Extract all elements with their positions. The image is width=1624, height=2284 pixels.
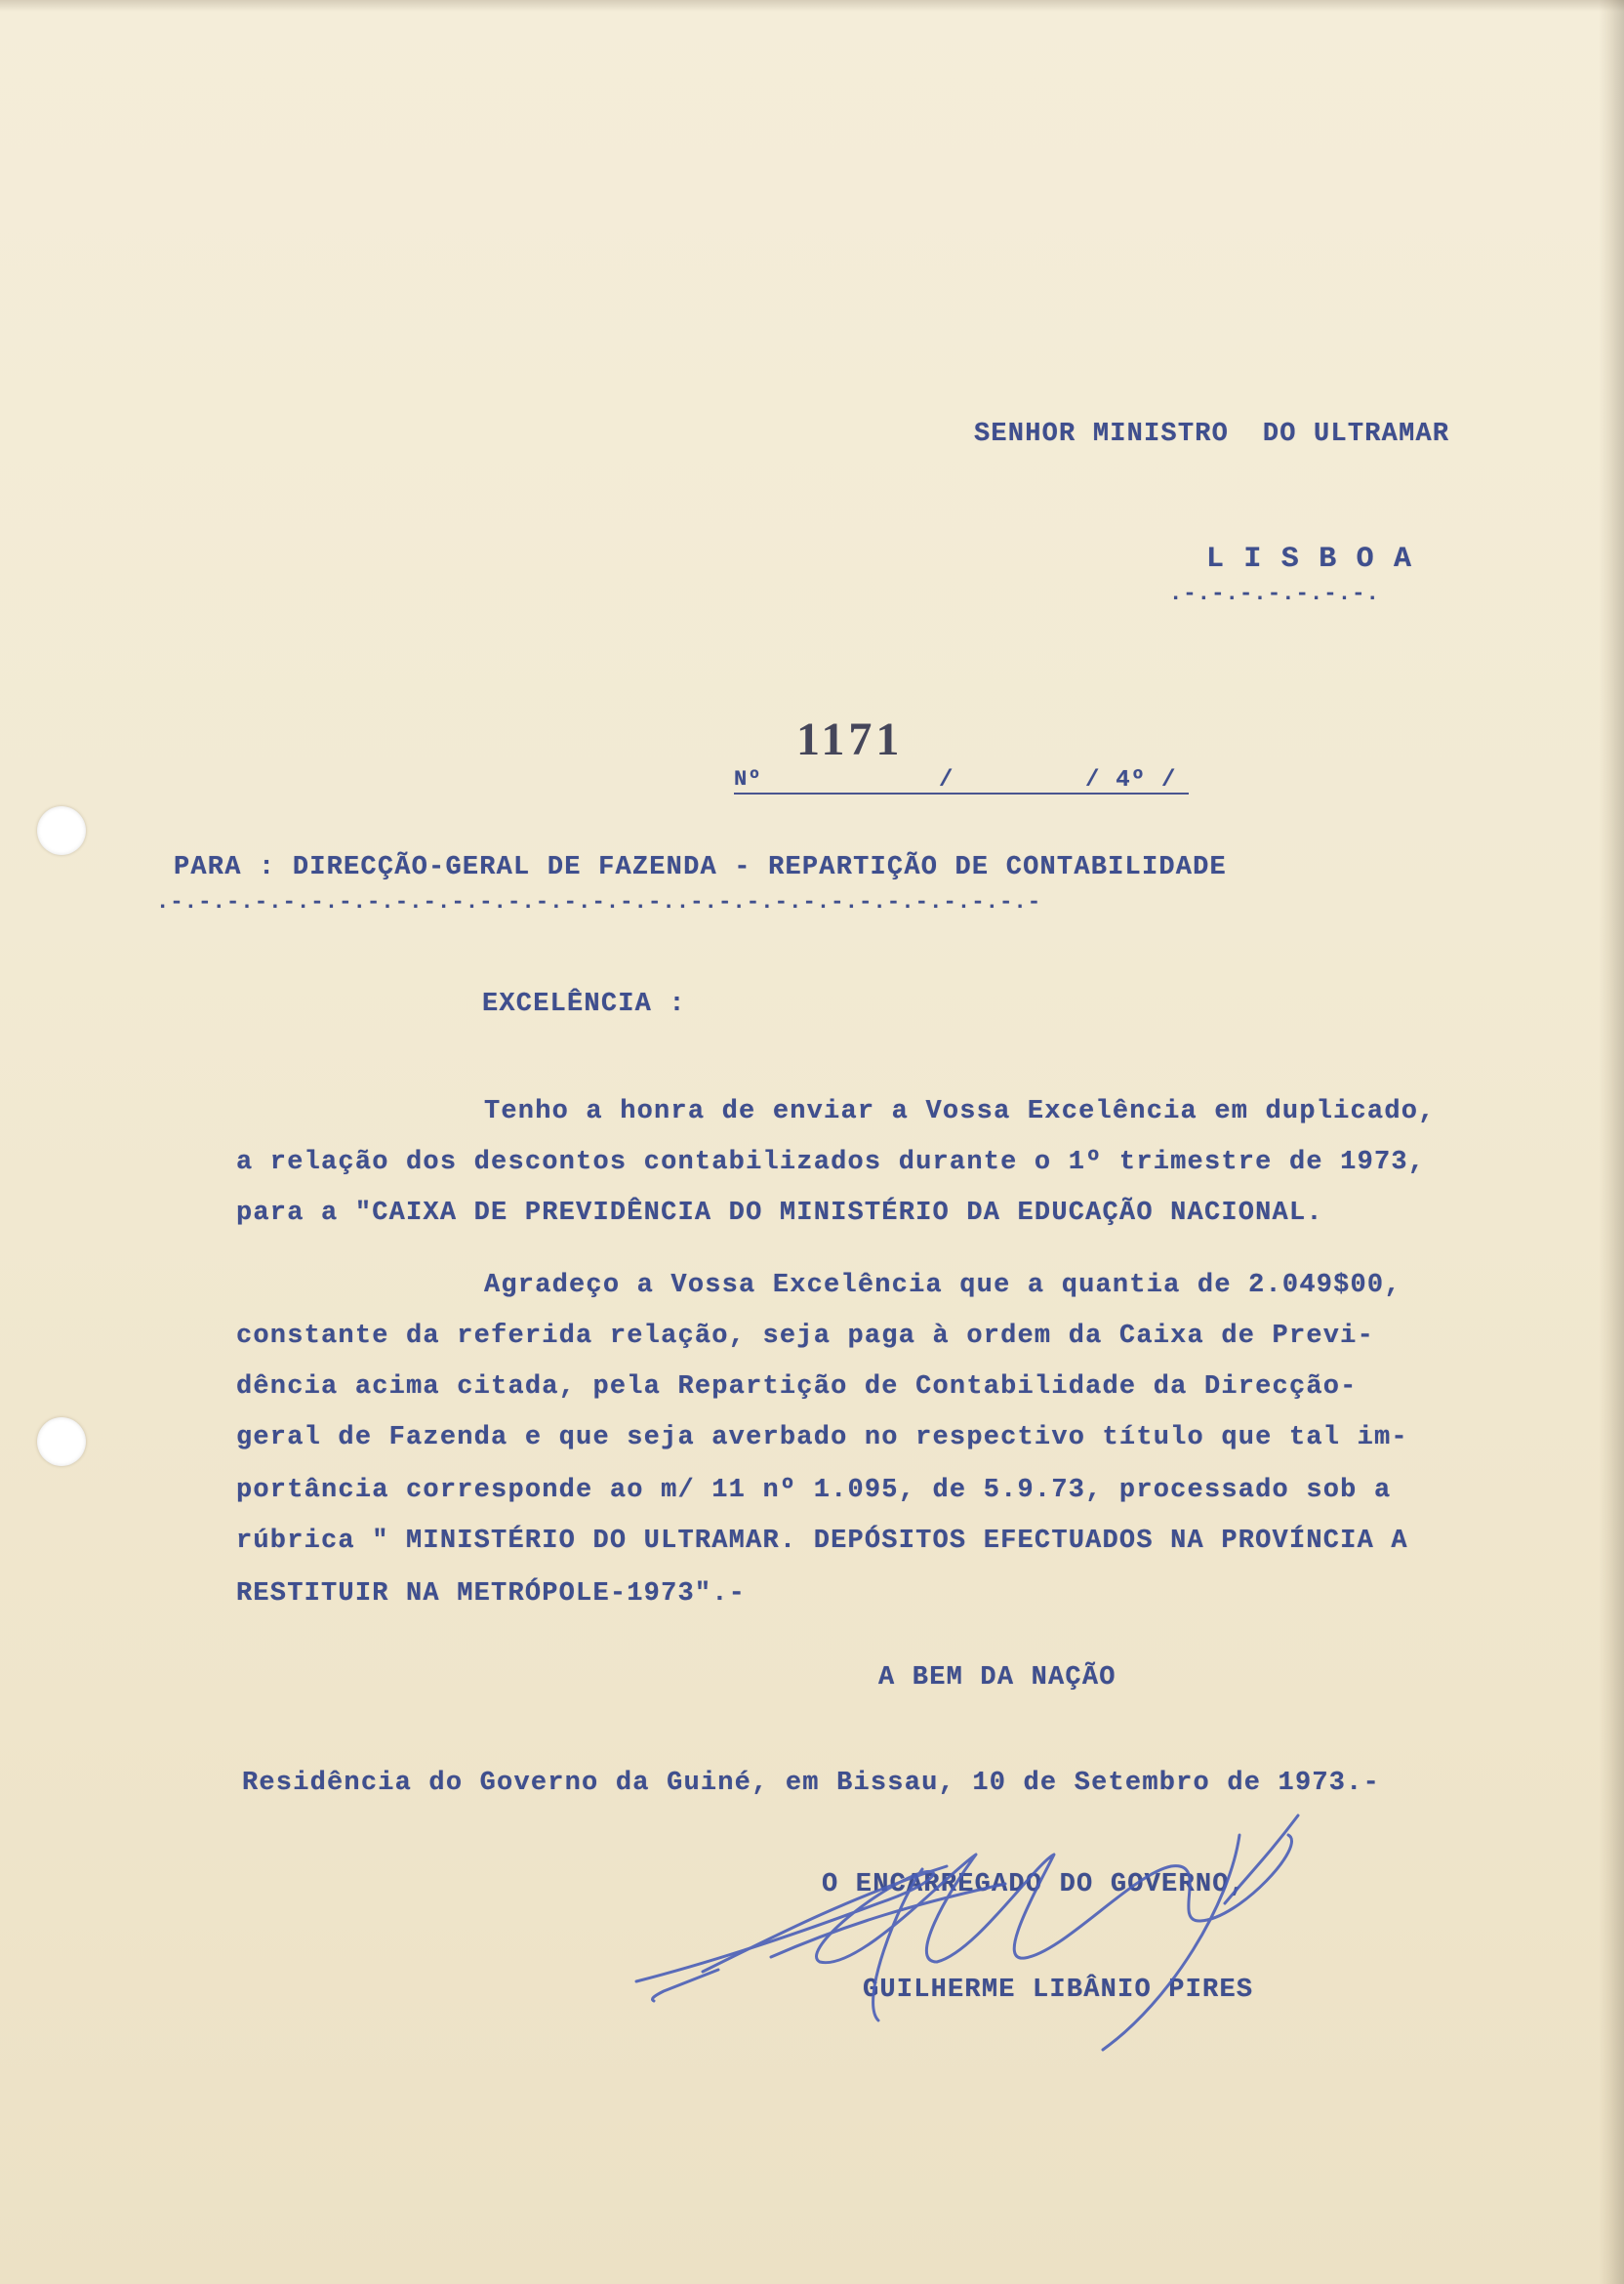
body-line: rúbrica " MINISTÉRIO DO ULTRAMAR. DEPÓSITOS EFECTUADOS NA PROVÍNCIA A: [236, 1527, 1408, 1556]
paper-right-edge: [1599, 0, 1624, 2284]
body-line: RESTITUIR NA METRÓPOLE-1973".-: [236, 1579, 747, 1609]
body-line: geral de Fazenda e que seja averbado no respectivo título que tal im-: [236, 1423, 1408, 1452]
signatory-role: O ENCARREGADO DO GOVERNO,: [822, 1870, 1247, 1899]
reference-prefix: Nº: [734, 767, 762, 792]
addressee-line: SENHOR MINISTRO DO ULTRAMAR: [974, 420, 1450, 449]
city-underline: .-.-.-.-.-.-.-.: [1169, 582, 1381, 606]
closing-motto: A BEM DA NAÇÃO: [878, 1663, 1116, 1693]
reference-slash: /: [939, 767, 954, 794]
handwritten-signature: [625, 1611, 1327, 2099]
signatory-name: GUILHERME LIBÂNIO PIRES: [863, 1976, 1254, 2005]
reference-year-suffix: / 4º /: [1085, 767, 1177, 794]
recipient-underline: .-.-.-.-.-.-.-.-.-.-.-.-.-.-.-.-.-.-..-.-.-.-.-.-.-.-.-.-.-.-.-: [156, 890, 1042, 915]
body-line: a relação dos descontos contabilizados durante o 1º trimestre de 1973,: [236, 1148, 1426, 1177]
reference-number: 1171: [796, 714, 904, 765]
body-line: para a "CAIXA DE PREVIDÊNCIA DO MINISTÉRIO DA EDUCAÇÃO NACIONAL.: [236, 1199, 1323, 1228]
body-line: Agradeço a Vossa Excelência que a quantia de 2.049$00,: [484, 1271, 1401, 1300]
body-line: constante da referida relação, seja paga à ordem da Caixa de Previ-: [236, 1322, 1374, 1351]
body-line: Tenho a honra de enviar a Vossa Excelência em duplicado,: [484, 1097, 1436, 1126]
body-line: dência acima citada, pela Repartição de Contabilidade da Direcção-: [236, 1372, 1358, 1402]
place-and-date: Residência do Governo da Guiné, em Bissau, 10 de Setembro de 1973.-: [242, 1769, 1380, 1798]
punch-hole-lower: [37, 1417, 86, 1466]
salutation: EXCELÊNCIA :: [482, 990, 686, 1019]
paper-top-edge: [0, 0, 1624, 12]
city-line: L I S B O A: [1206, 543, 1413, 576]
recipient-line: PARA : DIRECÇÃO-GERAL DE FAZENDA - REPARTIÇÃO DE CONTABILIDADE: [174, 853, 1227, 882]
punch-hole-upper: [37, 806, 86, 855]
body-line: portância corresponde ao m/ 11 nº 1.095, de 5.9.73, processado sob a: [236, 1476, 1392, 1505]
